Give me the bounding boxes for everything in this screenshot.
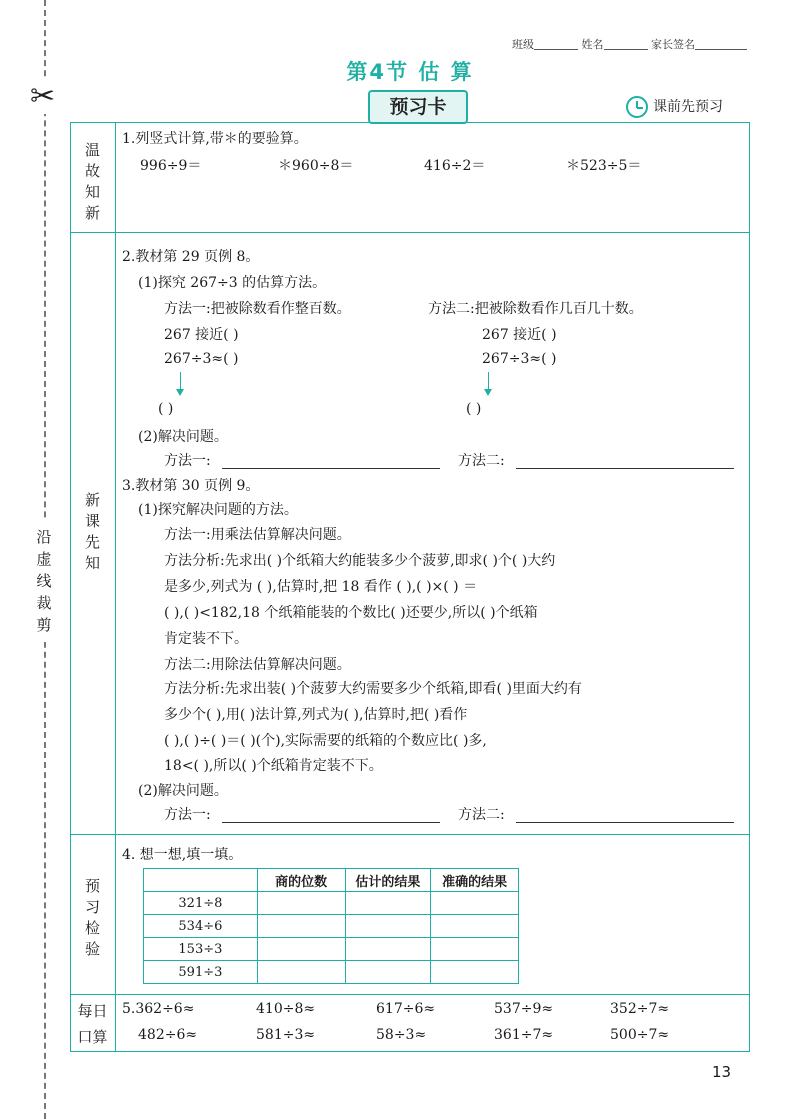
q3-part1: (1)探究解决问题的方法。 — [138, 502, 298, 518]
q2-m2-near[interactable]: 267 接近( ) — [482, 327, 557, 343]
q4-table — [143, 868, 519, 984]
q3-solution1-line[interactable] — [222, 822, 440, 823]
q4-expr: 153÷3 — [144, 938, 258, 961]
pre-study-badge — [626, 96, 723, 118]
q5-r1-2: 410÷8≈ — [256, 1001, 316, 1017]
q4-cell-digits[interactable] — [257, 892, 345, 915]
q2-m1-result[interactable]: ( ) — [158, 401, 174, 417]
section-label-check: 预习检验 — [84, 877, 100, 958]
q4-cell-estimate[interactable] — [345, 915, 431, 938]
class-blank[interactable] — [534, 39, 578, 50]
down-arrow-icon — [488, 372, 489, 390]
q3-analysis2-line2[interactable]: 多少个( ),用( )法计算,列式为( ),估算时,把( )看作 — [164, 707, 468, 723]
q3-analysis1-line2[interactable]: 是多少,列式为 ( ),估算时,把 18 看作 ( ),( )×( ) ＝ — [164, 579, 478, 595]
name-label: 姓名 — [581, 38, 604, 51]
q2-title: 2.教材第 29 页例 8。 — [122, 249, 260, 265]
q3-solution2-line[interactable] — [516, 822, 734, 823]
name-blank[interactable] — [604, 39, 648, 50]
q5-r1-4: 537÷9≈ — [494, 1001, 554, 1017]
student-info-line — [512, 36, 747, 52]
parent-signature-label: 家长签名 — [651, 38, 695, 51]
section-divider-3 — [70, 994, 750, 995]
q3-analysis1-line3[interactable]: ( ),( )<182,18 个纸箱能装的个数比( )还要少,所以( )个纸箱 — [164, 605, 538, 621]
q1-item-4: ＊523÷5＝ — [566, 158, 642, 174]
table-row — [144, 915, 519, 938]
q4-expr: 321÷8 — [144, 892, 258, 915]
q4-header-exact: 准确的结果 — [431, 869, 519, 892]
section-label-review: 温故知新 — [84, 141, 100, 222]
q2-part1: (1)探究 267÷3 的估算方法。 — [138, 275, 327, 291]
q3-analysis1-line1[interactable]: 方法分析:先求出( )个纸箱大约能装多少个菠萝,即求( )个( )大约 — [164, 553, 556, 569]
q4-cell-exact[interactable] — [431, 961, 519, 984]
q2-solution2-line[interactable] — [516, 468, 734, 469]
q4-cell-exact[interactable] — [431, 892, 519, 915]
q4-cell-estimate[interactable] — [345, 892, 431, 915]
page-number: 13 — [712, 1063, 732, 1081]
q2-m2-approx[interactable]: 267÷3≈( ) — [482, 351, 557, 367]
q5-r1-3: 617÷6≈ — [376, 1001, 436, 1017]
q3-title: 3.教材第 30 页例 9。 — [122, 478, 260, 494]
pre-study-label: 课前先预习 — [653, 99, 723, 115]
q5-r2-4: 361÷7≈ — [494, 1027, 554, 1043]
q2-solution1-line[interactable] — [222, 468, 440, 469]
side-column-divider — [115, 122, 116, 1052]
section-label-new: 新课先知 — [84, 491, 100, 572]
q4-cell-digits[interactable] — [257, 915, 345, 938]
q4-header-blank — [144, 869, 258, 892]
table-row — [144, 961, 519, 984]
q4-title: 4. 想一想,填一填。 — [122, 847, 243, 863]
q4-expr: 591÷3 — [144, 961, 258, 984]
q3-part2: (2)解决问题。 — [138, 783, 228, 799]
q3-solution1-label: 方法一: — [164, 807, 211, 823]
q3-method2: 方法二:用除法估算解决问题。 — [164, 657, 351, 673]
alarm-clock-icon — [626, 96, 648, 118]
section-divider-2 — [70, 834, 750, 835]
q4-cell-digits[interactable] — [257, 938, 345, 961]
q4-header-digits: 商的位数 — [257, 869, 345, 892]
q4-cell-exact[interactable] — [431, 938, 519, 961]
q3-analysis2-line1[interactable]: 方法分析:先求出装( )个菠萝大约需要多少个纸箱,即看( )里面大约有 — [164, 681, 582, 697]
class-label: 班级 — [512, 38, 534, 51]
q4-cell-digits[interactable] — [257, 961, 345, 984]
q1-title: 1.列竖式计算,带＊的要验算。 — [122, 131, 308, 147]
q2-solution1-label: 方法一: — [164, 453, 211, 469]
q2-part2: (2)解决问题。 — [138, 429, 228, 445]
q2-m2-result[interactable]: ( ) — [466, 401, 482, 417]
q5-r1-5: 352÷7≈ — [610, 1001, 670, 1017]
q3-analysis2-line4[interactable]: 18<( ),所以( )个纸箱肯定装不下。 — [164, 758, 383, 774]
q4-cell-exact[interactable] — [431, 915, 519, 938]
table-row — [144, 892, 519, 915]
q3-analysis2-line3[interactable]: ( ),( )÷( )＝( )(个),实际需要的纸箱的个数应比( )多, — [164, 733, 487, 749]
q5-r2-2: 581÷3≈ — [256, 1027, 316, 1043]
q4-cell-estimate[interactable] — [345, 938, 431, 961]
q5-r1-1: 5.362÷6≈ — [122, 1001, 195, 1017]
down-arrow-icon — [180, 372, 181, 390]
cut-label: 沿虚线裁剪 — [34, 520, 54, 642]
scissors-icon: ✂ — [30, 79, 56, 114]
section-label-daily: 每日口算 — [77, 1002, 108, 1046]
q5-r2-5: 500÷7≈ — [610, 1027, 670, 1043]
q2-solution2-label: 方法二: — [458, 453, 505, 469]
q2-m1-near[interactable]: 267 接近( ) — [164, 327, 239, 343]
q2-method1: 方法一:把被除数看作整百数。 — [164, 301, 351, 317]
section-divider-1 — [70, 232, 750, 233]
table-row — [144, 938, 519, 961]
q5-r2-3: 58÷3≈ — [376, 1027, 427, 1043]
section-title: 第4节 估 算 — [346, 60, 474, 84]
q1-item-2: ＊960÷8＝ — [278, 158, 354, 174]
q2-m1-approx[interactable]: 267÷3≈( ) — [164, 351, 239, 367]
q5-r2-1: 482÷6≈ — [138, 1027, 198, 1043]
q2-method2: 方法二:把被除数看作几百几十数。 — [428, 301, 643, 317]
q1-item-1: 996÷9＝ — [140, 158, 202, 174]
q4-cell-estimate[interactable] — [345, 961, 431, 984]
card-title: 预习卡 — [368, 90, 468, 124]
q4-expr: 534÷6 — [144, 915, 258, 938]
q3-method1: 方法一:用乘法估算解决问题。 — [164, 527, 351, 543]
parent-signature-blank[interactable] — [695, 39, 747, 50]
q3-analysis1-line4: 肯定装不下。 — [164, 631, 248, 647]
q4-header-estimate: 估计的结果 — [345, 869, 431, 892]
q3-solution2-label: 方法二: — [458, 807, 505, 823]
q4-header-row — [144, 869, 519, 892]
q1-item-3: 416÷2＝ — [424, 158, 486, 174]
